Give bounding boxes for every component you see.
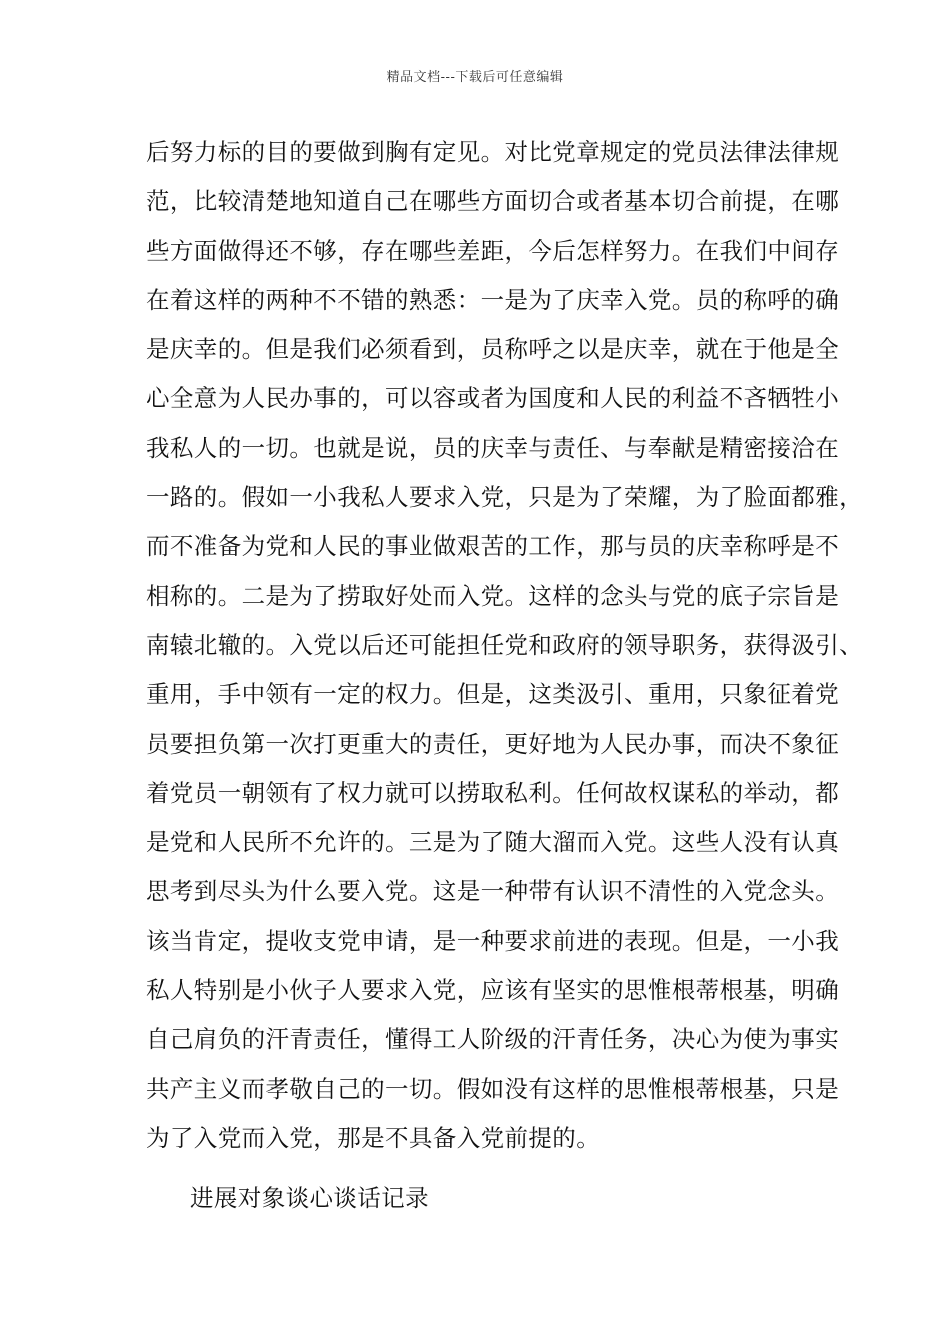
text-line: 自己肩负的汗青责任，懂得工人阶级的汗青任务，决心为使为事实 [146, 1025, 840, 1054]
text-line: 重用，手中领有一定的权力。但是，这类汲引、重用，只象征着党 [146, 680, 840, 709]
text-line: 我私人的一切。也就是说，员的庆幸与责任、与奉献是精密接洽在 [146, 433, 840, 462]
text-line: 范，比较清楚地知道自己在哪些方面切合或者基本切合前提，在哪 [146, 187, 840, 216]
text-line: 在着这样的两种不不错的熟悉：一是为了庆幸入党。员的称呼的确 [146, 285, 840, 314]
text-line: 相称的。二是为了捞取好处而入党。这样的念头与党的底子宗旨是 [146, 581, 840, 610]
text-line: 着党员一朝领有了权力就可以捞取私利。任何故权谋私的举动，都 [146, 778, 840, 807]
text-line: 是庆幸的。但是我们必须看到，员称呼之以是庆幸，就在于他是全 [146, 335, 840, 364]
text-line: 南辕北辙的。入党以后还可能担任党和政府的领导职务，获得汲引、 [146, 630, 863, 659]
text-line: 些方面做得还不够，存在哪些差距，今后怎样努力。在我们中间存 [146, 236, 840, 265]
text-line: 后努力标的目的要做到胸有定见。对比党章规定的党员法律法律规 [146, 138, 840, 166]
text-line: 为了入党而入党，那是不具备入党前提的。 [146, 1123, 601, 1152]
section-heading: 进展对象谈心谈话记录 [190, 1184, 429, 1212]
text-line: 心全意为人民办事的，可以容或者为国度和人民的利益不吝牺牲小 [146, 384, 840, 413]
text-line: 该当肯定，提收支党申请，是一种要求前进的表现。但是，一小我 [146, 926, 840, 955]
page-header: 精品文档---下载后可任意编辑 [386, 70, 564, 85]
text-line: 一路的。假如一小我私人要求入党，只是为了荣耀，为了脸面都雅， [146, 483, 863, 512]
text-line: 思考到尽头为什么要入党。这是一种带有认识不清性的入党念头。 [146, 877, 840, 906]
text-line: 是党和人民所不允许的。三是为了随大溜而入党。这些人没有认真 [146, 828, 840, 857]
text-line: 员要担负第一次打更重大的责任，更好地为人民办事，而决不象征 [146, 729, 840, 758]
text-line: 而不准备为党和人民的事业做艰苦的工作，那与员的庆幸称呼是不 [146, 532, 840, 561]
body-paragraph [146, 128, 863, 1163]
text-line: 共产主义而孝敬自己的一切。假如没有这样的思惟根蒂根基，只是 [146, 1074, 840, 1103]
text-line: 私人特别是小伙子人要求入党，应该有坚实的思惟根蒂根基，明确 [146, 976, 840, 1005]
